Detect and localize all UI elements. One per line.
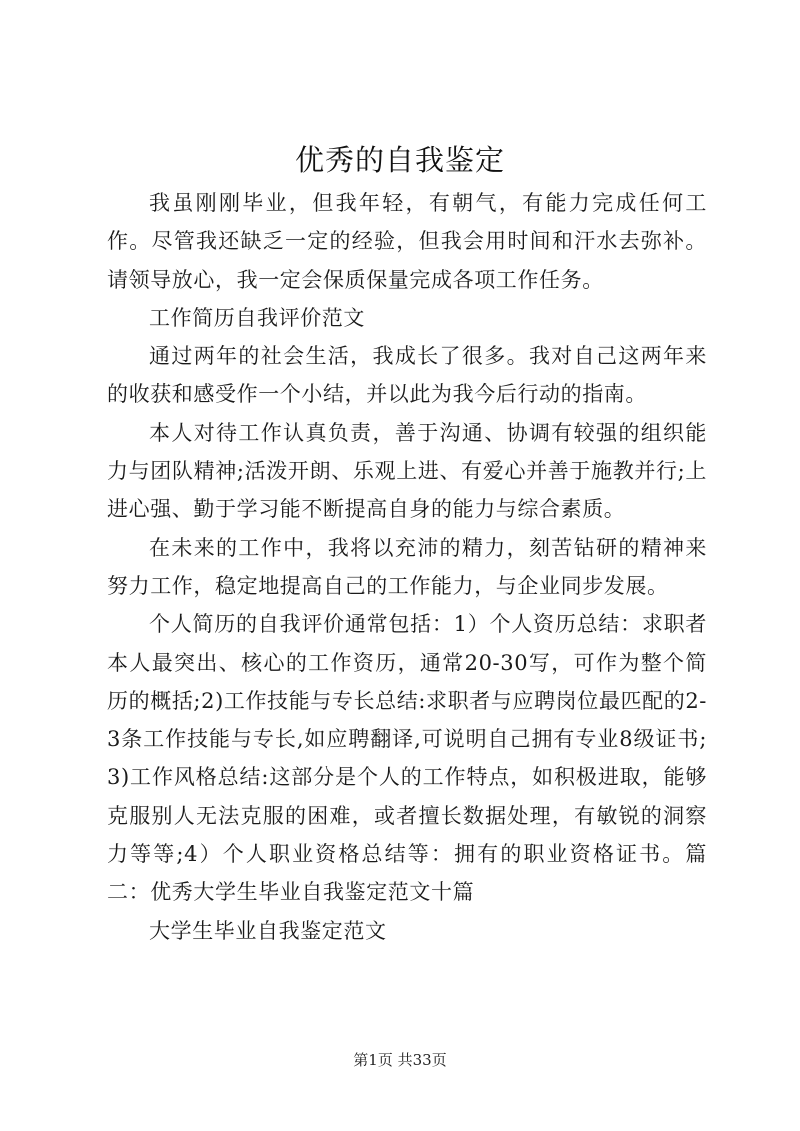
paragraph-6: 个人简历的自我评价通常包括：1）个人资历总结：求职者本人最突出、核心的工作资历，通常20-30写，可作为整个简历的概括;2)工作技能与专长总结:求职者与应聘岗位最匹配的2-3条工作技能与专长,如应聘翻译,可说明自己拥有专业8级证书;3)工作风格总结:这部分是个人的工作特点，如积极进取，能够克服别人无法克服的困难，或者擅长数据处理，有敏锐的洞察力等等;4）个人职业资格总结等：拥有的职业资格证书。篇二：优秀大学生毕业自我鉴定范文十篇	[107, 612, 707, 905]
document-title: 优秀的自我鉴定	[294, 143, 505, 177]
paragraph-2-heading: 工作简历自我评价范文	[149, 305, 365, 330]
paragraph-5: 在未来的工作中，我将以充沛的精力，刻苦钻研的精神来努力工作，稳定地提高自己的工作能力，与企业同步发展。	[107, 535, 707, 598]
paragraph-3: 通过两年的社会生活，我成长了很多。我对自己这两年来的收获和感受作一个小结，并以此为我今后行动的指南。	[107, 344, 707, 407]
paragraph-4: 本人对待工作认真负责，善于沟通、协调有较强的组织能力与团队精神;活泼开朗、乐观上进、有爱心并善于施教并行;上进心强、勤于学习能不断提高自身的能力与综合素质。	[107, 420, 707, 522]
paragraph-7-heading: 大学生毕业自我鉴定范文	[149, 918, 387, 943]
page-number-footer: 第1页 共33页	[353, 1051, 447, 1069]
document-body	[107, 184, 707, 950]
paragraph-1: 我虽刚刚毕业，但我年轻，有朝气，有能力完成任何工作。尽管我还缺乏一定的经验，但我会用时间和汗水去弥补。请领导放心，我一定会保质保量完成各项工作任务。	[107, 191, 707, 292]
